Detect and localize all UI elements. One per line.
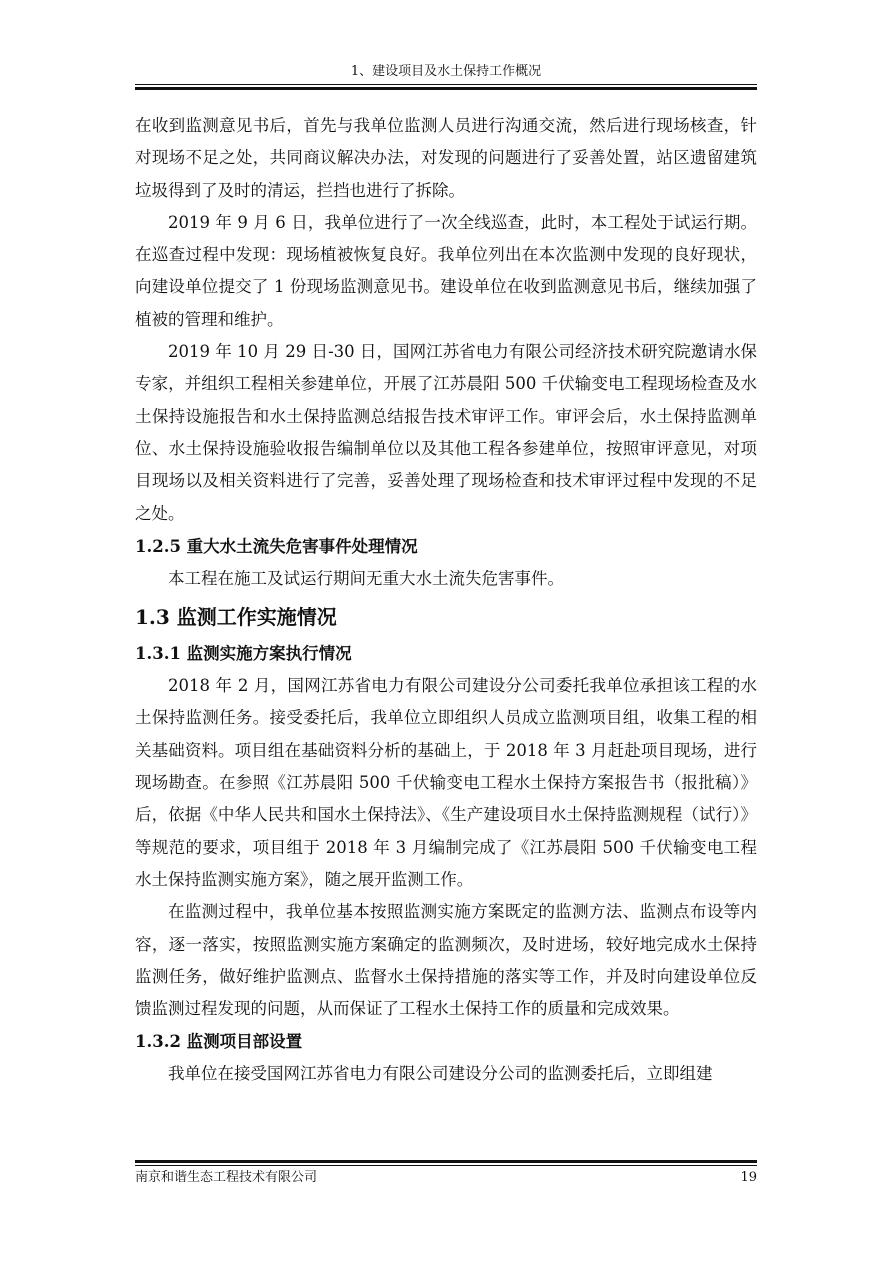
paragraph: 本工程在施工及试运行期间无重大水土流失危害事件。 (168, 568, 564, 588)
section-heading-1-3-1: 1.3.1 监测实施方案执行情况 (135, 644, 352, 664)
header-rule-thick (135, 87, 757, 90)
header-rule-thin (135, 84, 757, 85)
paragraph: 在监测过程中，我单位基本按照监测实施方案既定的监测方法、监测点布设等内容，逐一落实，按照监测实施方案确定的监测频次，及时进场，较好地完成水土保持监测任务，做好维护监测点、监督水土保持措施的落实等工作，并及时向建设单位反馈监测过程发现的问题，从而保证了工程水土保持工作的质量和完成效果。 (135, 902, 757, 1019)
footer-rule-thick (135, 1160, 757, 1163)
paragraph: 2019 年 9 月 6 日，我单位进行了一次全线巡查，此时，本工程处于试运行期。在巡查过程中发现：现场植被恢复良好。我单位列出在本次监测中发现的良好现状，向建设单位提交了 1 份现场监测意见书。建设单位在收到监测意见书后，继续加强了植被的管理和维护。 (135, 212, 757, 329)
paragraph: 我单位在接受国网江苏省电力有限公司建设分公司的监测委托后，立即组建 (168, 1064, 713, 1084)
footer-company: 南京和谐生态工程技术有限公司 (135, 1170, 318, 1185)
footer-rule-thin (135, 1165, 757, 1166)
paragraph: 在收到监测意见书后，首先与我单位监测人员进行沟通交流，然后进行现场核查，针对现场不足之处，共同商议解决办法，对发现的问题进行了妥善处置，站区遗留建筑垃圾得到了及时的清运，拦挡也进行了拆除。 (135, 116, 757, 200)
paragraph: 2018 年 2 月，国网江苏省电力有限公司建设分公司委托我单位承担该工程的水土保持监测任务。接受委托后，我单位立即组织人员成立监测项目组，收集工程的相关基础资料。项目组在基础资料分析的基础上，于 2018 年 3 月赶赴项目现场，进行现场勘查。在参照《江苏晨阳 500 千伏输变电工程水土保持方案报告书（报批稿）》后，依据《中华人民共和国水土保持法》、《生产建设项目水土保持监测规程（试行）》等规范的要求，项目组于 2018 年 3 月编制完成了《江苏晨阳 500 千伏输变电工程水土保持监测实施方案》，随之展开监测工作。 (135, 676, 757, 889)
section-heading-1-3-2: 1.3.2 监测项目部设置 (135, 1032, 303, 1052)
header-title: 1、建设项目及水土保持工作概况 (350, 64, 542, 79)
page-number: 19 (740, 1170, 757, 1185)
section-heading-1-2-5: 1.2.5 重大水土流失危害事件处理情况 (135, 536, 418, 556)
section-heading-1-3: 1.3 监测工作实施情况 (135, 605, 337, 630)
page-body (135, 110, 757, 1091)
paragraph: 2019 年 10 月 29 日-30 日，国网江苏省电力有限公司经济技术研究院邀请水保专家，并组织工程相关参建单位，开展了江苏晨阳 500 千伏输变电工程现场检查及水土保持设施报告和水土保持监测总结报告技术审评工作。审评会后，水土保持监测单位、水土保持设施验收报告编制单位以及其他工程各参建单位，按照审评意见，对项目现场以及相关资料进行了完善，妥善处理了现场检查和技术审评过程中发现的不足之处。 (135, 342, 757, 523)
